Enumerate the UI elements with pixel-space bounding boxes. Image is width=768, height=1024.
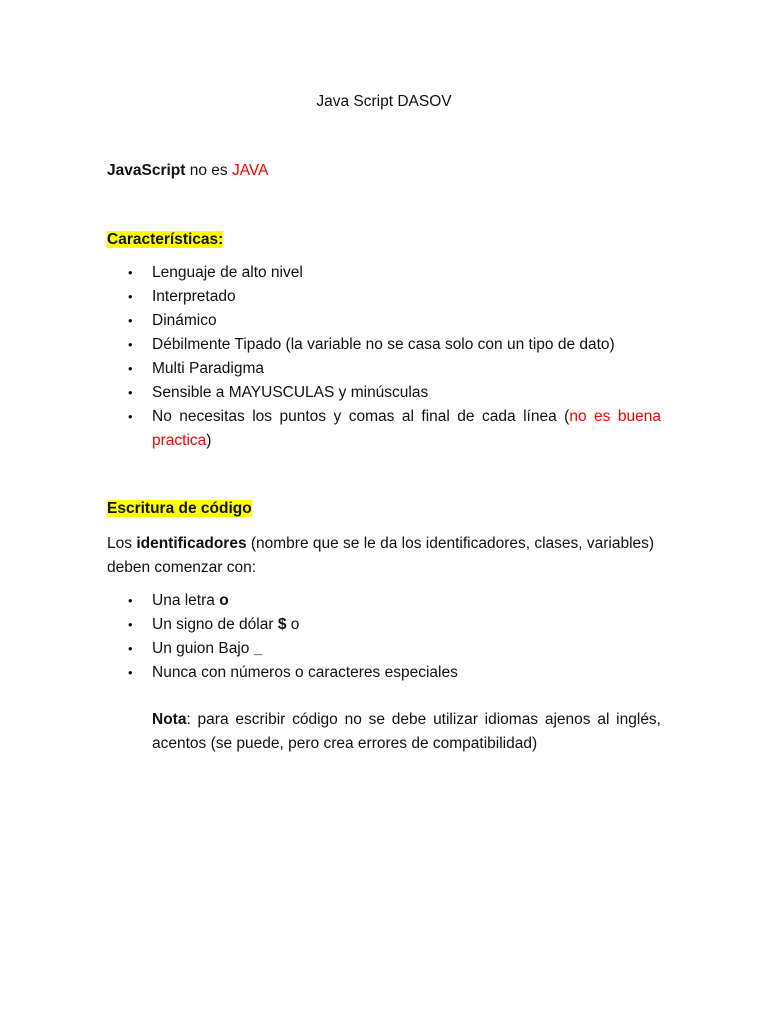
- intro-middle: no es: [185, 162, 232, 179]
- characteristics-list: [107, 261, 661, 453]
- identifiers-bold: identificadores: [136, 535, 247, 552]
- section2-heading: [107, 499, 252, 519]
- bullet-icon: •: [128, 265, 133, 280]
- list-item: • Un signo de dólar $ o: [107, 613, 458, 637]
- list-item: • Lenguaje de alto nivel: [107, 261, 661, 285]
- note-label: Nota: [152, 711, 187, 728]
- bullet-icon: •: [128, 289, 133, 304]
- bullet-icon: •: [128, 337, 133, 352]
- list-item: • Dinámico: [107, 309, 661, 333]
- list-item: • No necesitas los puntos y comas al final de cada línea (no es buena practica): [107, 405, 661, 453]
- note-paragraph: Nota: para escribir código no se debe utilizar idiomas ajenos al inglés, acentos (se puede, pero crea errores de compatibilidad): [152, 711, 661, 752]
- list-item: • Un guion Bajo _: [107, 637, 458, 661]
- bullet-icon: •: [128, 641, 133, 656]
- section2-heading-text: Escritura de código: [107, 500, 252, 517]
- bullet-icon: •: [128, 361, 133, 376]
- identifier-rules-list: [107, 589, 458, 685]
- bullet-icon: •: [128, 665, 133, 680]
- section1-heading: [107, 230, 223, 250]
- bullet-icon: •: [128, 593, 133, 608]
- list-item: • Débilmente Tipado (la variable no se casa solo con un tipo de dato): [107, 333, 661, 357]
- intro-red: JAVA: [231, 162, 269, 179]
- bullet-icon: •: [128, 313, 133, 328]
- list-item: • Nunca con números o caracteres especiales: [107, 661, 458, 685]
- bullet-icon: •: [128, 385, 133, 400]
- document-title: Java Script DASOV: [316, 93, 452, 110]
- intro-bold: JavaScript: [107, 162, 186, 179]
- list-item: • Multi Paradigma: [107, 357, 661, 381]
- list-item: • Interpretado: [107, 285, 661, 309]
- list-item: • Sensible a MAYUSCULAS y minúsculas: [107, 381, 661, 405]
- bullet-icon: •: [128, 409, 133, 424]
- list-item: • Una letra o: [107, 589, 458, 613]
- identifiers-paragraph: Los identificadores (nombre que se le da los identificadores, clases, variables) deben comenzar con:: [107, 535, 655, 576]
- intro-line: [107, 161, 268, 181]
- section1-heading-text: Características:: [107, 231, 224, 248]
- bullet-icon: •: [128, 617, 133, 632]
